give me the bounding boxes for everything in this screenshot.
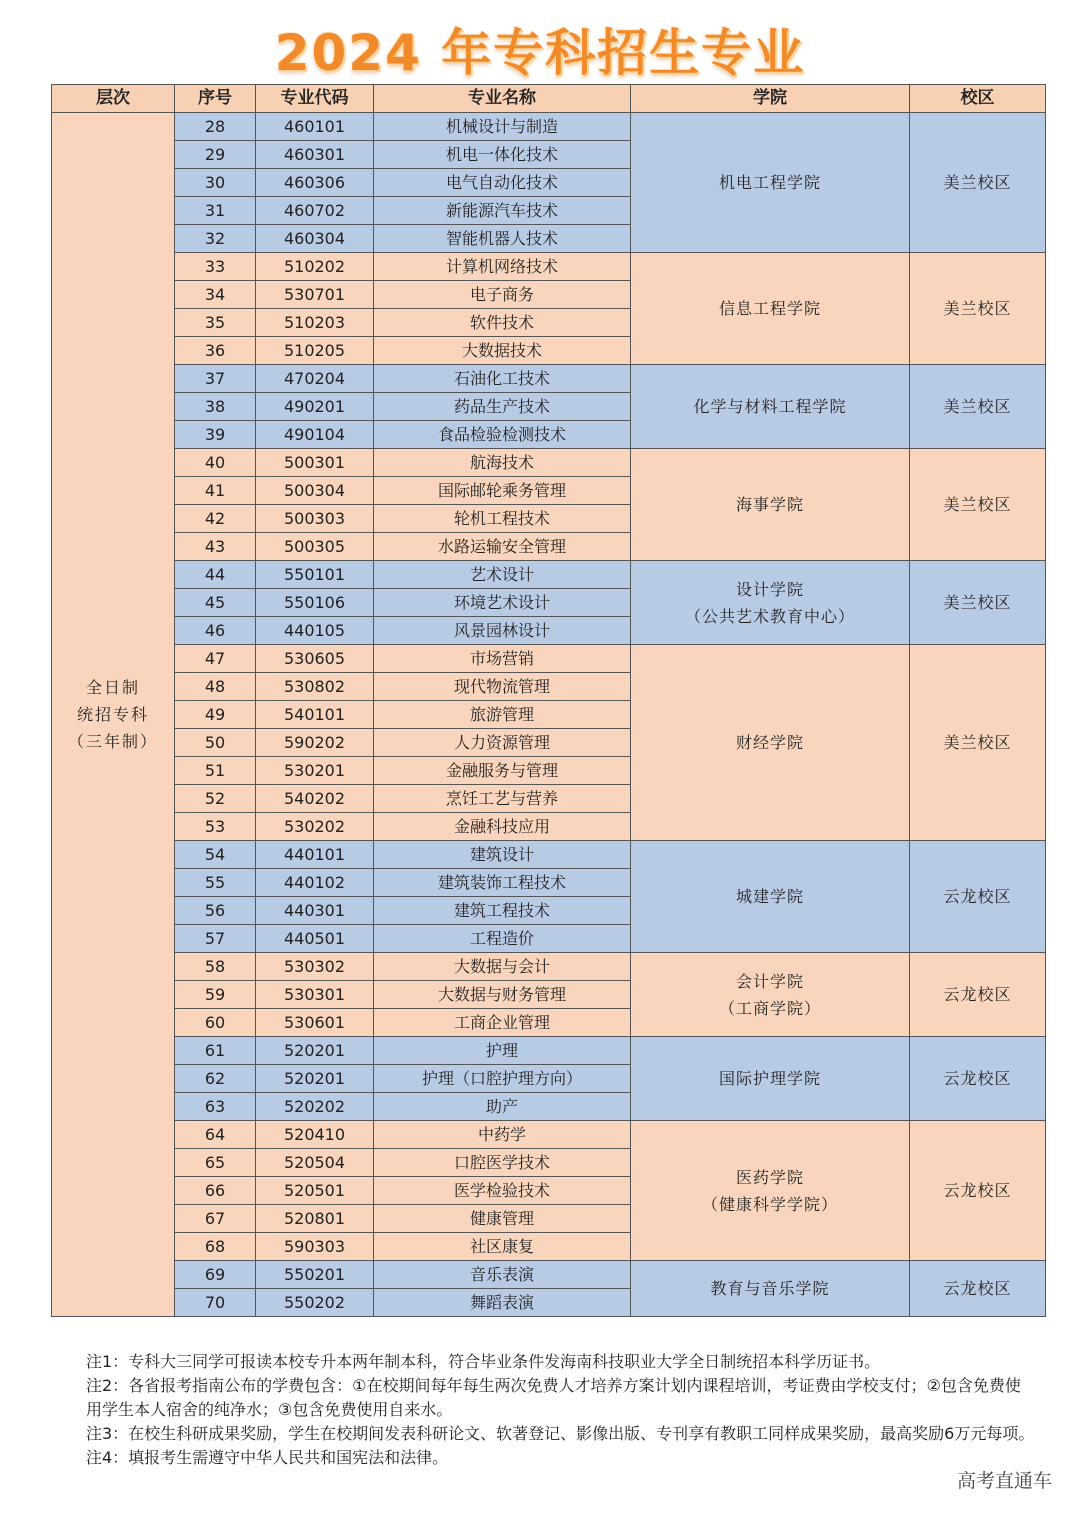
code-cell: 590303: [256, 1233, 374, 1261]
header-serial: 序号: [175, 85, 256, 113]
major-cell: 旅游管理: [374, 701, 631, 729]
code-cell: 520504: [256, 1149, 374, 1177]
watermark: 高考直通车: [956, 1470, 1052, 1492]
code-cell: 460101: [256, 113, 374, 141]
serial-cell: 63: [175, 1093, 256, 1121]
note-1: 注1：专科大三同学可报读本校专升本两年制本科，符合毕业条件发海南科技职业大学全日制统招本科学历证书。: [86, 1352, 881, 1371]
level-line: （三年制）: [67, 732, 158, 751]
serial-cell: 56: [175, 897, 256, 925]
serial-cell: 65: [175, 1149, 256, 1177]
college-line: （工商学院）: [718, 998, 821, 1018]
code-cell: 540202: [256, 785, 374, 813]
code-cell: 470204: [256, 365, 374, 393]
major-cell: 艺术设计: [374, 561, 631, 589]
serial-cell: 44: [175, 561, 256, 589]
major-cell: 护理（口腔护理方向）: [374, 1065, 631, 1093]
college-line: 医药学院: [735, 1167, 804, 1187]
major-cell: 市场营销: [374, 645, 631, 673]
serial-cell: 40: [175, 449, 256, 477]
college-cell: [631, 645, 910, 841]
major-cell: 建筑设计: [374, 841, 631, 869]
table-body: [52, 113, 1046, 1317]
campus-cell: 云龙校区: [910, 953, 1046, 1037]
serial-cell: 33: [175, 253, 256, 281]
major-cell: 工程造价: [374, 925, 631, 953]
major-cell: 国际邮轮乘务管理: [374, 477, 631, 505]
college-line: 会计学院: [735, 971, 804, 991]
code-cell: 530201: [256, 757, 374, 785]
code-cell: 440105: [256, 617, 374, 645]
level-line: 全日制: [85, 678, 140, 697]
college-cell: [631, 953, 910, 1037]
college-cell: [631, 1261, 910, 1317]
code-cell: 510205: [256, 337, 374, 365]
major-cell: 食品检验检测技术: [374, 421, 631, 449]
serial-cell: 55: [175, 869, 256, 897]
serial-cell: 70: [175, 1289, 256, 1317]
code-cell: 530605: [256, 645, 374, 673]
serial-cell: 28: [175, 113, 256, 141]
code-cell: 440501: [256, 925, 374, 953]
college-cell: [631, 841, 910, 953]
college-line: 信息工程学院: [718, 299, 821, 318]
major-cell: 护理: [374, 1037, 631, 1065]
table-row: [52, 1261, 1046, 1289]
campus-cell: 云龙校区: [910, 1261, 1046, 1317]
college-line: 城建学院: [735, 887, 804, 906]
code-cell: 550101: [256, 561, 374, 589]
page-title: 2024 年专科招生专业: [274, 24, 806, 82]
college-cell: [631, 561, 910, 645]
major-cell: 大数据技术: [374, 337, 631, 365]
campus-cell: 美兰校区: [910, 253, 1046, 365]
header-college: 学院: [631, 85, 910, 113]
code-cell: 460304: [256, 225, 374, 253]
code-cell: 510202: [256, 253, 374, 281]
serial-cell: 29: [175, 141, 256, 169]
campus-cell: 美兰校区: [910, 113, 1046, 253]
college-cell: [631, 365, 910, 449]
serial-cell: 50: [175, 729, 256, 757]
major-cell: 烹饪工艺与营养: [374, 785, 631, 813]
serial-cell: 57: [175, 925, 256, 953]
code-cell: 520201: [256, 1065, 374, 1093]
serial-cell: 35: [175, 309, 256, 337]
major-cell: 人力资源管理: [374, 729, 631, 757]
major-cell: 中药学: [374, 1121, 631, 1149]
level-line: 统招专科: [76, 705, 149, 724]
serial-cell: 31: [175, 197, 256, 225]
code-cell: 530701: [256, 281, 374, 309]
code-cell: 490104: [256, 421, 374, 449]
code-cell: 550202: [256, 1289, 374, 1317]
serial-cell: 45: [175, 589, 256, 617]
college-line: 机电工程学院: [718, 173, 821, 192]
serial-cell: 52: [175, 785, 256, 813]
table-row: [52, 953, 1046, 981]
header-level: 层次: [52, 85, 175, 113]
serial-cell: 51: [175, 757, 256, 785]
code-cell: 500301: [256, 449, 374, 477]
serial-cell: 36: [175, 337, 256, 365]
college-cell: [631, 449, 910, 561]
college-line: 财经学院: [735, 733, 804, 752]
code-cell: 460702: [256, 197, 374, 225]
campus-cell: 美兰校区: [910, 561, 1046, 645]
major-cell: 音乐表演: [374, 1261, 631, 1289]
campus-cell: 云龙校区: [910, 841, 1046, 953]
code-cell: 500303: [256, 505, 374, 533]
college-line: （公共艺术教育中心）: [684, 606, 855, 626]
major-cell: 金融服务与管理: [374, 757, 631, 785]
college-line: 教育与音乐学院: [710, 1279, 830, 1298]
major-cell: 石油化工技术: [374, 365, 631, 393]
table-row: [52, 1037, 1046, 1065]
note-3: 注3：在校生科研成果奖励，学生在校期间发表科研论文、软著登记、影像出版、专刊享有教职工同样成果奖励，最高奖励6万元每项。: [86, 1424, 1035, 1443]
campus-cell: 美兰校区: [910, 365, 1046, 449]
serial-cell: 43: [175, 533, 256, 561]
campus-cell: 美兰校区: [910, 449, 1046, 561]
major-cell: 药品生产技术: [374, 393, 631, 421]
campus-cell: 美兰校区: [910, 645, 1046, 841]
table-row: [52, 561, 1046, 589]
serial-cell: 46: [175, 617, 256, 645]
major-cell: 舞蹈表演: [374, 1289, 631, 1317]
college-line: 化学与材料工程学院: [693, 397, 847, 416]
major-cell: 水路运输安全管理: [374, 533, 631, 561]
header-code: 专业代码: [256, 85, 374, 113]
serial-cell: 48: [175, 673, 256, 701]
code-cell: 520201: [256, 1037, 374, 1065]
college-line: （健康科学学院）: [701, 1194, 838, 1214]
major-cell: 新能源汽车技术: [374, 197, 631, 225]
major-cell: 口腔医学技术: [374, 1149, 631, 1177]
major-cell: 现代物流管理: [374, 673, 631, 701]
major-cell: 健康管理: [374, 1205, 631, 1233]
major-cell: 软件技术: [374, 309, 631, 337]
major-cell: 医学检验技术: [374, 1177, 631, 1205]
code-cell: 520202: [256, 1093, 374, 1121]
level-cell: [52, 113, 175, 1317]
note-2: 注2：各省报考指南公布的学费包含：①在校期间每年每生两次免费人才培养方案计划内课程培训，考证费由学校支付；②包含免费使用学生本人宿舍的纯净水；③包含免费使用自来水。: [86, 1376, 1021, 1419]
major-cell: 建筑装饰工程技术: [374, 869, 631, 897]
header-major: 专业名称: [374, 85, 631, 113]
table-header-row: [52, 85, 1046, 113]
table-row: [52, 1121, 1046, 1149]
code-cell: 540101: [256, 701, 374, 729]
table-row: [52, 449, 1046, 477]
serial-cell: 54: [175, 841, 256, 869]
serial-cell: 53: [175, 813, 256, 841]
code-cell: 440102: [256, 869, 374, 897]
code-cell: 460306: [256, 169, 374, 197]
code-cell: 520410: [256, 1121, 374, 1149]
college-cell: [631, 1121, 910, 1261]
code-cell: 520501: [256, 1177, 374, 1205]
serial-cell: 69: [175, 1261, 256, 1289]
serial-cell: 66: [175, 1177, 256, 1205]
code-cell: 500304: [256, 477, 374, 505]
code-cell: 510203: [256, 309, 374, 337]
serial-cell: 58: [175, 953, 256, 981]
code-cell: 440301: [256, 897, 374, 925]
code-cell: 440101: [256, 841, 374, 869]
college-line: 海事学院: [735, 495, 804, 514]
note-4: 注4：填报考生需遵守中华人民共和国宪法和法律。: [86, 1448, 449, 1467]
major-cell: 工商企业管理: [374, 1009, 631, 1037]
code-cell: 530802: [256, 673, 374, 701]
serial-cell: 47: [175, 645, 256, 673]
serial-cell: 41: [175, 477, 256, 505]
major-cell: 电气自动化技术: [374, 169, 631, 197]
serial-cell: 64: [175, 1121, 256, 1149]
serial-cell: 30: [175, 169, 256, 197]
code-cell: 460301: [256, 141, 374, 169]
code-cell: 530202: [256, 813, 374, 841]
serial-cell: 37: [175, 365, 256, 393]
header-campus: 校区: [910, 85, 1046, 113]
code-cell: 490201: [256, 393, 374, 421]
college-line: 国际护理学院: [718, 1069, 821, 1088]
code-cell: 550201: [256, 1261, 374, 1289]
serial-cell: 39: [175, 421, 256, 449]
table-row: [52, 113, 1046, 141]
code-cell: 530302: [256, 953, 374, 981]
major-cell: 建筑工程技术: [374, 897, 631, 925]
campus-cell: 云龙校区: [910, 1037, 1046, 1121]
major-cell: 机电一体化技术: [374, 141, 631, 169]
table-row: [52, 841, 1046, 869]
major-cell: 金融科技应用: [374, 813, 631, 841]
college-cell: [631, 253, 910, 365]
code-cell: 530301: [256, 981, 374, 1009]
serial-cell: 67: [175, 1205, 256, 1233]
major-cell: 社区康复: [374, 1233, 631, 1261]
major-cell: 电子商务: [374, 281, 631, 309]
serial-cell: 62: [175, 1065, 256, 1093]
serial-cell: 38: [175, 393, 256, 421]
major-cell: 机械设计与制造: [374, 113, 631, 141]
serial-cell: 42: [175, 505, 256, 533]
serial-cell: 61: [175, 1037, 256, 1065]
table-row: [52, 365, 1046, 393]
code-cell: 500305: [256, 533, 374, 561]
table-row: [52, 645, 1046, 673]
serial-cell: 59: [175, 981, 256, 1009]
college-cell: [631, 113, 910, 253]
campus-cell: 云龙校区: [910, 1121, 1046, 1261]
major-cell: 助产: [374, 1093, 631, 1121]
major-cell: 风景园林设计: [374, 617, 631, 645]
major-cell: 计算机网络技术: [374, 253, 631, 281]
major-cell: 航海技术: [374, 449, 631, 477]
serial-cell: 32: [175, 225, 256, 253]
notes: [86, 1350, 1036, 1470]
serial-cell: 49: [175, 701, 256, 729]
majors-table: [51, 84, 1046, 1317]
major-cell: 环境艺术设计: [374, 589, 631, 617]
major-cell: 大数据与会计: [374, 953, 631, 981]
code-cell: 550106: [256, 589, 374, 617]
code-cell: 520801: [256, 1205, 374, 1233]
major-cell: 智能机器人技术: [374, 225, 631, 253]
code-cell: 530601: [256, 1009, 374, 1037]
table-row: [52, 253, 1046, 281]
serial-cell: 68: [175, 1233, 256, 1261]
serial-cell: 60: [175, 1009, 256, 1037]
code-cell: 590202: [256, 729, 374, 757]
college-cell: [631, 1037, 910, 1121]
major-cell: 大数据与财务管理: [374, 981, 631, 1009]
serial-cell: 34: [175, 281, 256, 309]
major-cell: 轮机工程技术: [374, 505, 631, 533]
college-line: 设计学院: [735, 579, 804, 599]
